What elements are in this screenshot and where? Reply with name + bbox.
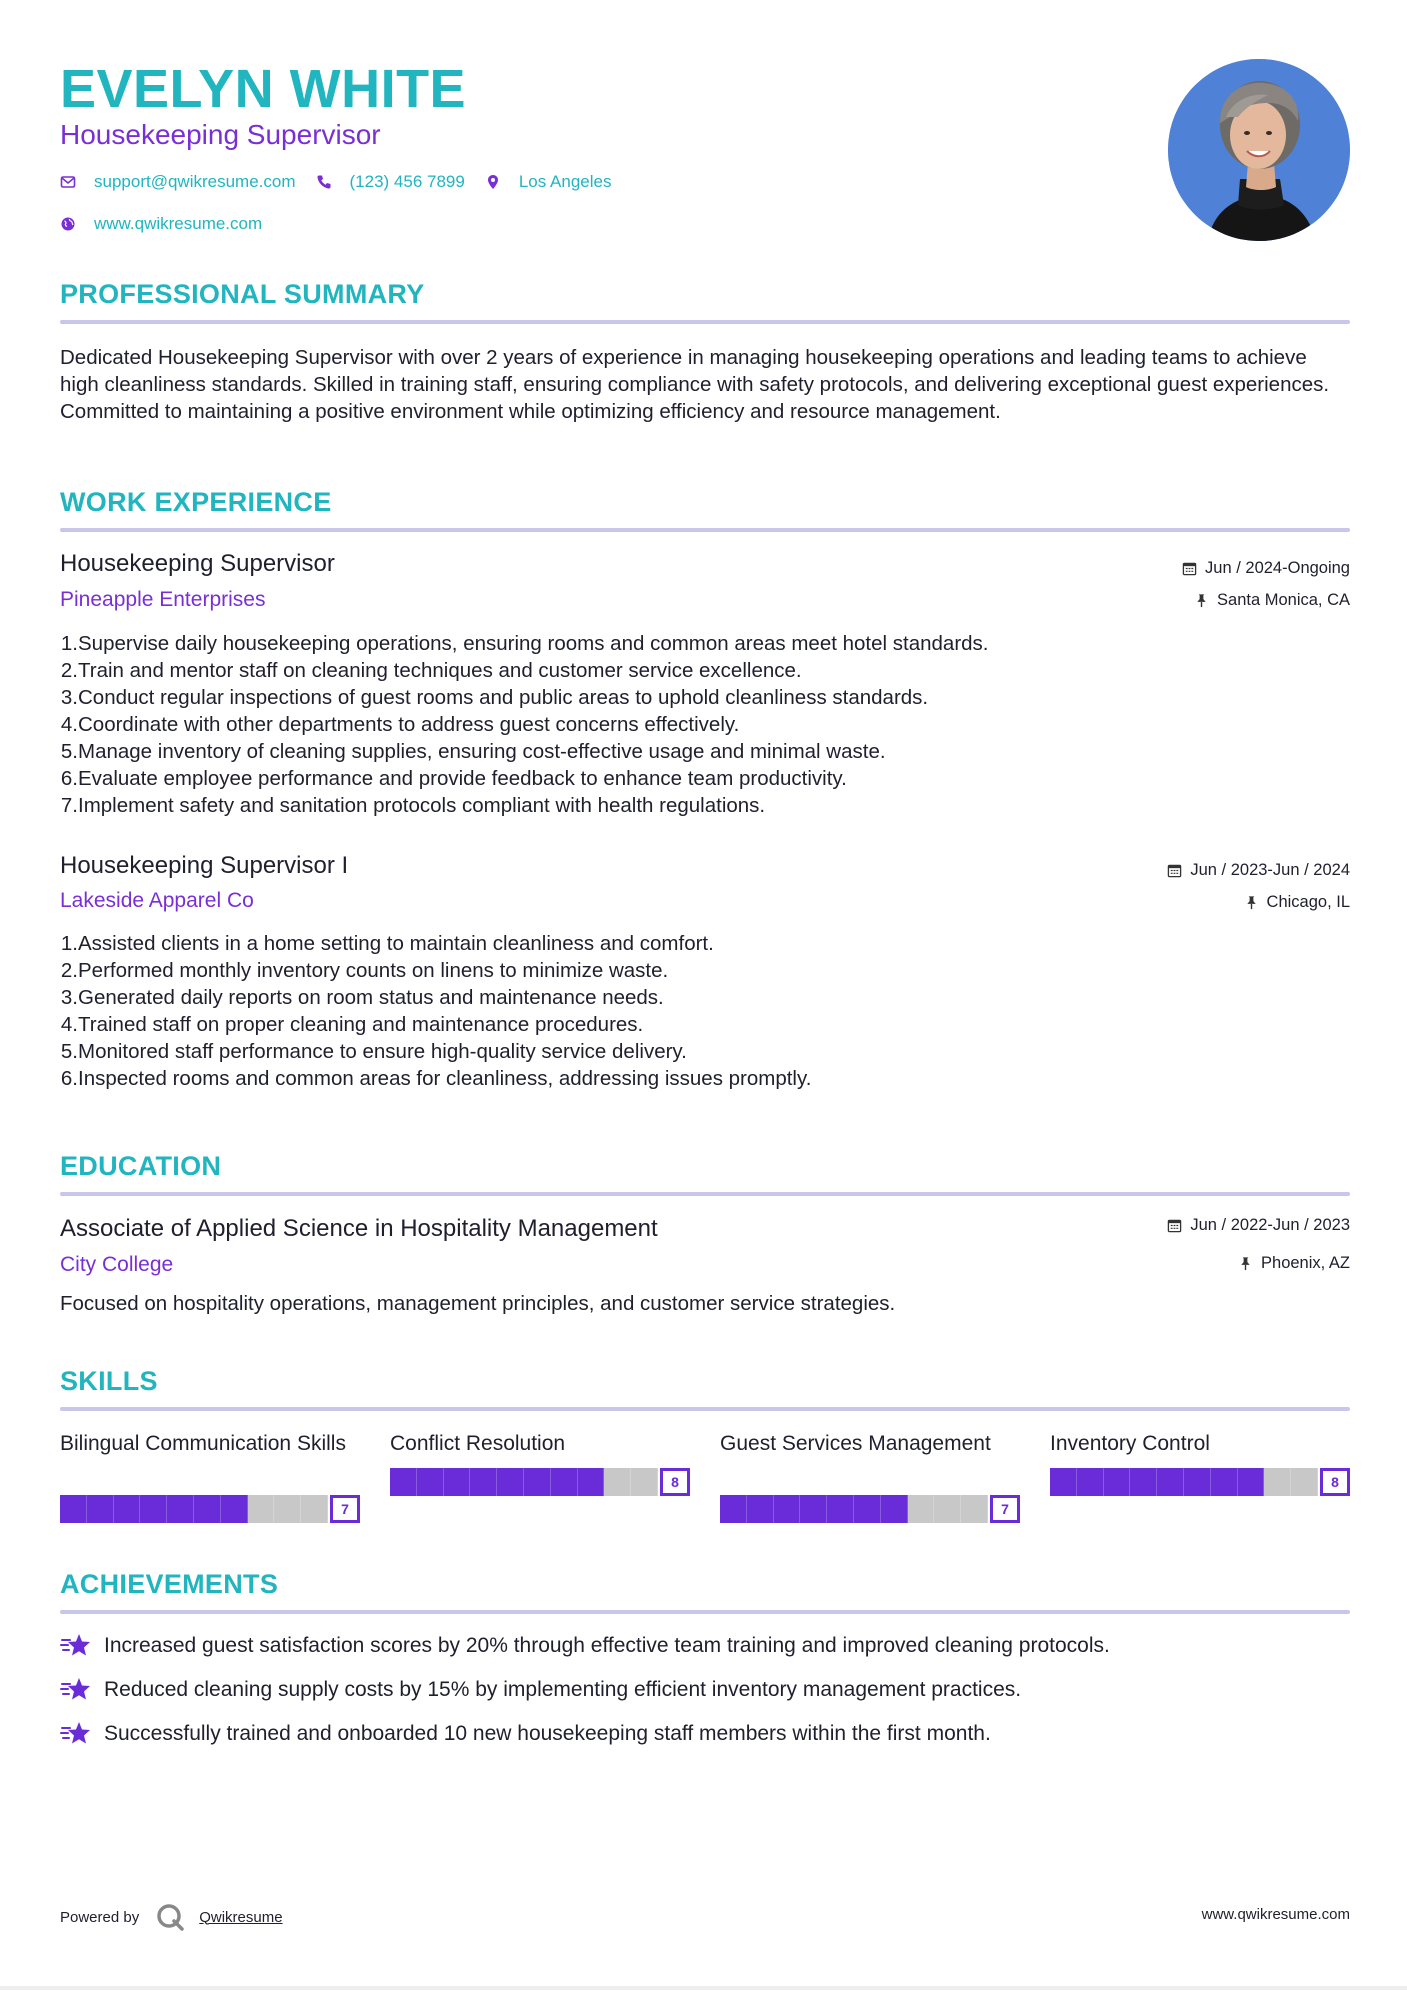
- contact-location: [485, 172, 612, 192]
- page-bottom-border: [0, 1986, 1407, 1990]
- skills-section-header: [60, 1366, 1350, 1411]
- location-text: Los Angeles: [518, 172, 612, 191]
- experience-section-header: [60, 487, 1350, 532]
- list-item: 4. Trained staff on proper cleaning and maintenance procedures.: [60, 1013, 644, 1036]
- experience-heading: WORK EXPERIENCE: [60, 487, 332, 517]
- list-item: 2. Performed monthly inventory counts on linens to minimize waste.: [60, 959, 669, 982]
- list-item: 3. Conduct regular inspections of guest rooms and public areas to uphold cleanliness standards.: [60, 686, 929, 709]
- job-location: [1244, 893, 1350, 912]
- skills-heading: SKILLS: [60, 1366, 158, 1396]
- education-dates-text: Jun / 2022-Jun / 2023: [1190, 1216, 1350, 1234]
- skill-track: [1050, 1468, 1318, 1496]
- achievement-item: [60, 1720, 991, 1748]
- list-item: 2. Train and mentor staff on cleaning techniques and customer service excellence.: [60, 659, 802, 682]
- star-icon: [60, 1632, 92, 1660]
- skill-item: [1050, 1430, 1350, 1490]
- job-dates: [1167, 861, 1350, 880]
- job-location-text: Chicago, IL: [1266, 893, 1350, 911]
- list-item: 7. Implement safety and sanitation protocols compliant with health regulations.: [60, 794, 766, 817]
- achievements-section-header: [60, 1569, 1350, 1614]
- powered-by-label: Powered by: [60, 1908, 140, 1926]
- list-item: 5. Manage inventory of cleaning supplies, ensuring cost-effective usage and minimal waste.: [60, 740, 886, 763]
- job-dates-text: Jun / 2024-Ongoing: [1205, 559, 1350, 577]
- section-divider: [60, 528, 1350, 532]
- pushpin-icon: [1244, 895, 1259, 910]
- contact-row-website: [60, 214, 282, 234]
- list-item: 1. Supervise daily housekeeping operations, ensuring rooms and common areas meet hotel standards.: [60, 632, 989, 655]
- skill-score: 8: [660, 1468, 690, 1496]
- candidate-name: EVELYN WHITE: [60, 59, 467, 119]
- list-item: 6. Inspected rooms and common areas for cleanliness, addressing issues promptly.: [60, 1067, 812, 1090]
- skill-bar: [390, 1468, 690, 1496]
- education-section-header: [60, 1151, 1350, 1196]
- list-item: 4. Coordinate with other departments to address guest concerns effectively.: [60, 713, 740, 736]
- education-location: [1238, 1254, 1350, 1273]
- summary-text: Dedicated Housekeeping Supervisor with over 2 years of experience in managing housekeeping operations and leading teams to achieve high cleanliness standards. Skilled in training staff, ensuring compliance with safety protocols, and delivering exceptional guest experiences. Committed to maintaining a positive environment while optimizing efficiency and resource management.: [60, 346, 1330, 423]
- calendar-icon: [1182, 561, 1197, 576]
- education-location-text: Phoenix, AZ: [1261, 1254, 1350, 1272]
- skill-track: [720, 1495, 988, 1523]
- section-divider: [60, 1192, 1350, 1196]
- skill-score: 8: [1320, 1468, 1350, 1496]
- job-dates-text: Jun / 2023-Jun / 2024: [1190, 861, 1350, 879]
- brand-link[interactable]: Qwikresume: [199, 1908, 283, 1926]
- qwikresume-logo-icon: [155, 1902, 185, 1932]
- contact-row: [60, 172, 631, 192]
- skill-item: [720, 1430, 1020, 1517]
- skill-name: Guest Services Management: [720, 1432, 991, 1455]
- section-divider: [60, 1610, 1350, 1614]
- skill-bar: [720, 1495, 1020, 1523]
- phone-icon: [316, 174, 332, 190]
- skill-name: Inventory Control: [1050, 1432, 1210, 1455]
- calendar-icon: [1167, 863, 1182, 878]
- envelope-icon: [60, 174, 76, 190]
- skill-bar: [1050, 1468, 1350, 1496]
- section-divider: [60, 1407, 1350, 1411]
- website-text[interactable]: www.qwikresume.com: [94, 214, 263, 233]
- company-name: Lakeside Apparel Co: [60, 889, 254, 912]
- job-responsibilities: [56, 930, 1346, 1092]
- list-item: 6. Evaluate employee performance and provide feedback to enhance team productivity.: [60, 767, 847, 790]
- pushpin-icon: [1194, 593, 1209, 608]
- job-location-text: Santa Monica, CA: [1217, 591, 1350, 609]
- pushpin-icon: [1238, 1256, 1253, 1271]
- achievements-heading: ACHIEVEMENTS: [60, 1569, 279, 1599]
- achievement-text: Increased guest satisfaction scores by 20% through effective team training and improved cleaning protocols.: [104, 1634, 1110, 1657]
- skill-item: [60, 1430, 360, 1517]
- achievement-text: Reduced cleaning supply costs by 15% by implementing efficient inventory management practices.: [104, 1678, 1022, 1701]
- phone-text[interactable]: (123) 456 7899: [349, 172, 465, 191]
- summary-section-header: [60, 279, 1350, 324]
- company-name: Pineapple Enterprises: [60, 588, 266, 611]
- globe-icon: [60, 216, 76, 232]
- contact-email[interactable]: [60, 172, 296, 192]
- email-text[interactable]: support@qwikresume.com: [94, 172, 296, 191]
- list-item: 1. Assisted clients in a home setting to maintain cleanliness and comfort.: [60, 932, 714, 955]
- education-description: Focused on hospitality operations, management principles, and customer service strategies.: [60, 1292, 896, 1315]
- job-title: Housekeeping Supervisor I: [60, 852, 349, 879]
- map-pin-icon: [485, 174, 501, 190]
- skill-item: [390, 1430, 690, 1490]
- summary-heading: PROFESSIONAL SUMMARY: [60, 279, 425, 309]
- section-divider: [60, 320, 1350, 324]
- achievement-item: [60, 1676, 1021, 1704]
- footer-website[interactable]: www.qwikresume.com: [1201, 1906, 1350, 1923]
- education-heading: EDUCATION: [60, 1151, 222, 1181]
- skill-track: [60, 1495, 328, 1523]
- skill-score: 7: [330, 1495, 360, 1523]
- list-item: 5. Monitored staff performance to ensure high-quality service delivery.: [60, 1040, 687, 1063]
- candidate-title: Housekeeping Supervisor: [60, 119, 381, 150]
- achievement-text: Successfully trained and onboarded 10 new housekeeping staff members within the first month.: [104, 1722, 991, 1745]
- contact-phone[interactable]: [316, 172, 465, 192]
- school-name: City College: [60, 1253, 174, 1276]
- star-icon: [60, 1676, 92, 1704]
- footer-powered-by: [60, 1902, 283, 1932]
- degree-title: Associate of Applied Science in Hospitality Management: [60, 1215, 658, 1242]
- profile-photo: [1168, 59, 1350, 241]
- job-location: [1194, 591, 1350, 610]
- skill-name: Bilingual Communication Skills: [60, 1432, 346, 1455]
- skill-score: 7: [990, 1495, 1020, 1523]
- calendar-icon: [1167, 1218, 1182, 1233]
- skill-name: Conflict Resolution: [390, 1432, 566, 1455]
- list-item: 3. Generated daily reports on room status and maintenance needs.: [60, 986, 664, 1009]
- job-dates: [1182, 559, 1350, 578]
- achievement-item: [60, 1632, 1110, 1660]
- education-dates: [1167, 1216, 1350, 1235]
- skill-track: [390, 1468, 658, 1496]
- skill-bar: [60, 1495, 360, 1523]
- contact-website[interactable]: [60, 214, 262, 234]
- job-title: Housekeeping Supervisor: [60, 550, 335, 577]
- star-icon: [60, 1720, 92, 1748]
- job-responsibilities: [56, 630, 1346, 819]
